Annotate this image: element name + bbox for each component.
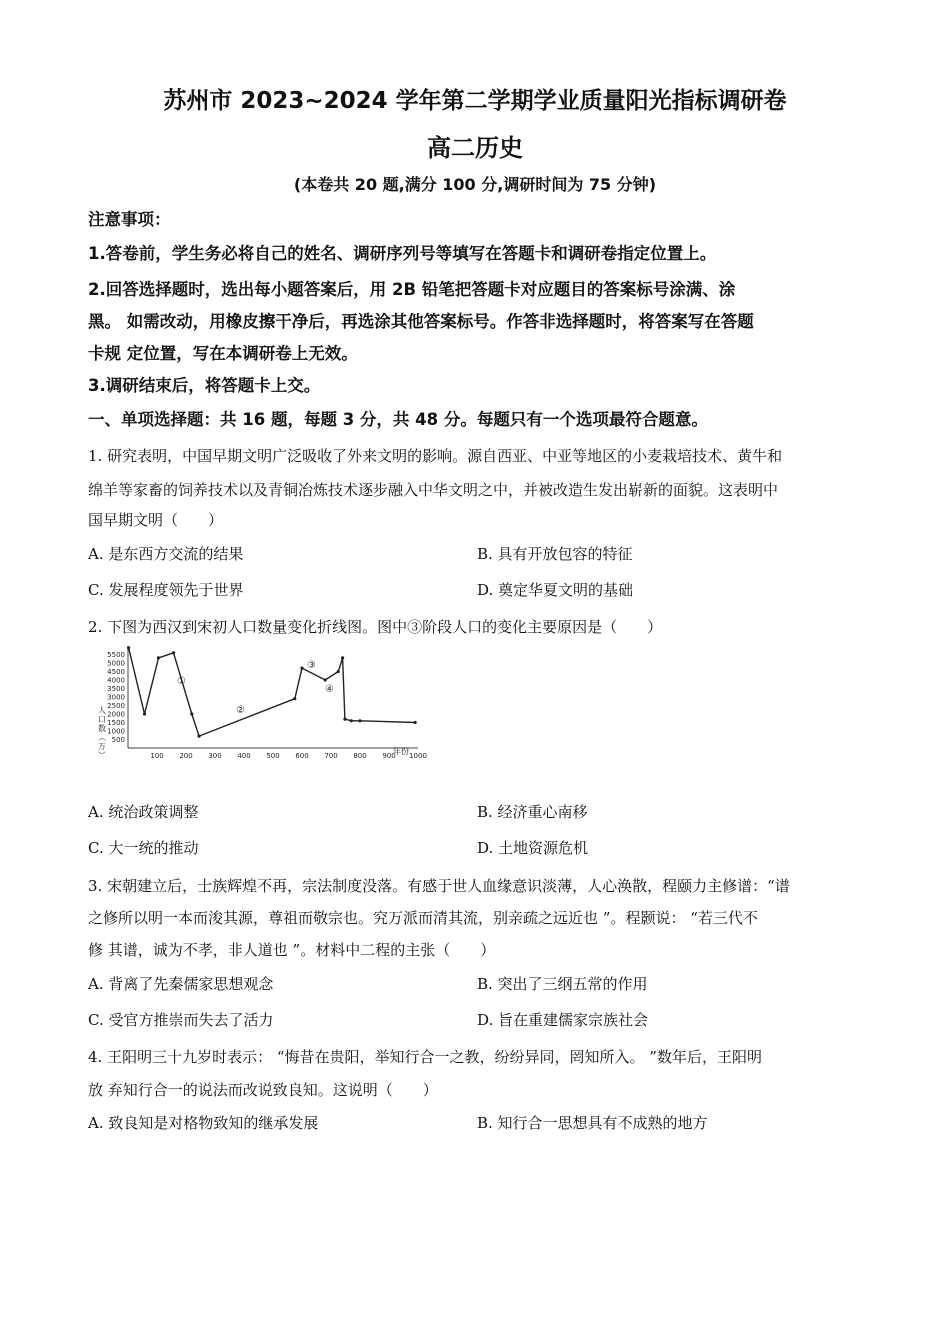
q3-stem-line-3: 修 其谱，诚为不孝，非人道也 ”。材料中二程的主张（ ） (88, 941, 496, 959)
q1-stem-line-2: 绵羊等家畜的饲养技术以及青铜冶炼技术逐步融入中华文明之中，并被改造生发出崭新的面貌。这表明中 (88, 481, 779, 499)
q2-option-a[interactable]: A. 统治政策调整 (88, 803, 199, 821)
annotation-stage-2: ② (236, 705, 245, 716)
data-point (324, 678, 327, 681)
y-axis-label: 人口数（万） (97, 706, 107, 760)
x-axis-ticks (150, 752, 427, 760)
notice-item-2-line-2: 黑。 如需改动，用橡皮擦干净后，再选涂其他答案标号。作答非选择题时，将答案写在答题 (88, 312, 754, 331)
data-point (343, 718, 346, 721)
x-tick-label: 100 (150, 752, 164, 760)
q1-stem-line-3: 国早期文明（ ） (88, 511, 224, 529)
q1-option-b[interactable]: B. 具有开放包容的特征 (477, 545, 633, 563)
notice-item-2-line-1: 2.回答选择题时，选出每小题答案后，用 2B 铅笔把答题卡对应题目的答案标号涂满、涂 (88, 280, 736, 299)
q4-stem-line-2: 放 弃知行合一的说法而改说致良知。这说明（ ） (88, 1081, 438, 1099)
notice-item-3: 3.调研结束后，将答题卡上交。 (88, 376, 321, 395)
q1-option-c[interactable]: C. 发展程度领先于世界 (88, 581, 244, 599)
y-tick-label: 1500 (107, 719, 125, 727)
data-point (157, 656, 160, 659)
q1-stem-line-1: 1. 研究表明，中国早期文明广泛吸收了外来文明的影响。源自西亚、中亚等地区的小麦栽培技术、黄牛和 (88, 447, 783, 465)
notice-item-2-line-3: 卡规 定位置，写在本调研卷上无效。 (88, 344, 358, 363)
data-point (143, 712, 146, 715)
data-point (414, 721, 417, 724)
q1-option-d[interactable]: D. 奠定华夏文明的基础 (477, 581, 634, 599)
q2-option-c[interactable]: C. 大一统的推动 (88, 839, 199, 857)
y-tick-label: 3000 (107, 693, 125, 702)
x-tick-label: 1000 (409, 752, 427, 760)
q3-option-a[interactable]: A. 背离了先秦儒家思想观念 (88, 975, 274, 993)
y-tick-label: 500 (111, 736, 125, 744)
population-line-chart (88, 636, 448, 770)
data-point (197, 735, 200, 738)
data-point (358, 719, 361, 722)
exam-note: (本卷共 20 题,满分 100 分,调研时间为 75 分钟) (293, 175, 657, 194)
y-tick-label: 1000 (107, 727, 125, 736)
q4-option-b[interactable]: B. 知行合一思想具有不成熟的地方 (477, 1114, 708, 1132)
data-point (172, 651, 175, 654)
y-tick-label: 5000 (107, 659, 125, 668)
q2-stem: 2. 下图为西汉到宋初人口数量变化折线图。图中③阶段人口的变化主要原因是（ ） (88, 618, 663, 636)
y-axis-ticks (107, 651, 125, 744)
data-point (350, 719, 353, 722)
q2-option-b[interactable]: B. 经济重心南移 (477, 803, 588, 821)
q3-stem-line-1: 3. 宋朝建立后，士族辉煌不再，宗法制度没落。有感于世人血缘意识淡薄，人心涣散，程颐力主修谱：“谱 (88, 877, 790, 895)
notice-heading: 注意事项： (88, 210, 171, 229)
q3-option-c[interactable]: C. 受官方推崇而失去了活力 (88, 1011, 274, 1029)
y-tick-label: 5500 (107, 651, 125, 659)
y-tick-label: 4000 (107, 676, 125, 685)
q2-option-d[interactable]: D. 土地资源危机 (477, 839, 589, 857)
y-tick-label: 4500 (107, 668, 125, 676)
annotation-stage-4: ④ (325, 684, 334, 695)
annotation-stage-3: ③ (307, 660, 316, 671)
exam-title: 苏州市 2023~2024 学年第二学期学业质量阳光指标调研卷 (163, 88, 787, 114)
data-point (127, 646, 130, 649)
q3-option-b[interactable]: B. 突出了三纲五常的作用 (477, 975, 648, 993)
subject-title: 高二历史 (427, 134, 523, 162)
data-point (293, 697, 296, 700)
x-axis-label: 年份 (393, 747, 409, 756)
data-point (300, 667, 303, 670)
y-tick-label: 3500 (107, 685, 125, 693)
q3-option-d[interactable]: D. 旨在重建儒家宗族社会 (477, 1011, 649, 1029)
data-point (341, 656, 344, 659)
y-tick-label: 2000 (107, 710, 125, 719)
x-tick-label: 200 (179, 752, 193, 760)
x-tick-label: 600 (295, 752, 309, 760)
data-point (337, 670, 340, 673)
x-tick-label: 900 (382, 752, 396, 760)
notice-item-1: 1.答卷前，学生务必将自己的姓名、调研序列号等填写在答题卡和调研卷指定位置上。 (88, 244, 717, 263)
x-tick-label: 800 (353, 752, 367, 760)
q1-option-a[interactable]: A. 是东西方交流的结果 (88, 545, 244, 563)
x-tick-label: 500 (266, 752, 280, 760)
q4-stem-line-1: 4. 王阳明三十九岁时表示： “悔昔在贵阳，举知行合一之教，纷纷异同，罔知所入。 ”数年后，王阳明 (88, 1048, 762, 1066)
section-heading: 一、单项选择题：共 16 题，每题 3 分，共 48 分。每题只有一个选项最符合题意。 (88, 410, 708, 429)
data-point (190, 712, 193, 715)
annotation-stage-1: ① (177, 676, 186, 687)
x-tick-label: 400 (237, 752, 251, 760)
population-series-line (129, 648, 416, 736)
x-tick-label: 700 (324, 752, 338, 760)
x-tick-label: 300 (208, 752, 222, 760)
y-tick-label: 2500 (107, 702, 125, 710)
q4-option-a[interactable]: A. 致良知是对格物致知的继承发展 (88, 1114, 319, 1132)
q3-stem-line-2: 之修所以明一本而浚其源，尊祖而敬宗也。究万派而清其流，别亲疏之远近也 ”。程颢说： “若三代不 (88, 909, 758, 927)
